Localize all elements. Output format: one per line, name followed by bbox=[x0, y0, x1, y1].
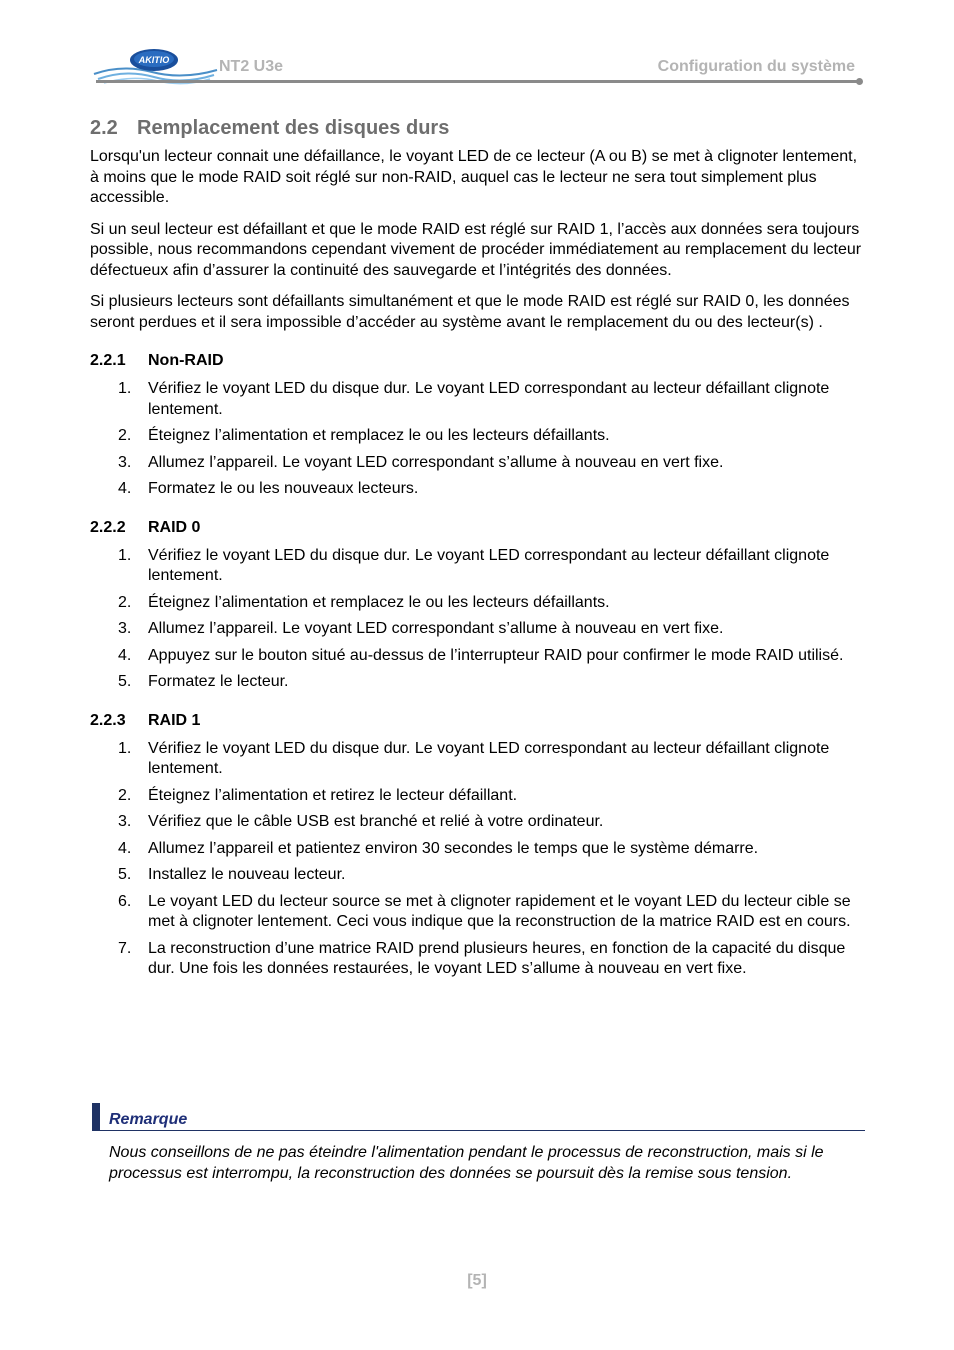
list-item bbox=[90, 865, 870, 886]
list-item bbox=[90, 426, 870, 447]
subsection-heading-raid0 bbox=[90, 518, 870, 538]
step-number: 1. bbox=[118, 380, 132, 397]
step-number: 5. bbox=[118, 673, 132, 690]
page-number: [5] bbox=[467, 1272, 487, 1289]
list-item bbox=[90, 646, 870, 667]
step-number: 1. bbox=[118, 546, 132, 564]
header-chapter: Configuration du système bbox=[657, 58, 855, 75]
step-text: Vérifiez le voyant LED du disque dur. Le voyant LED correspondant au lecteur défaillant clignote lentement. bbox=[148, 739, 830, 777]
note-title: Remarque bbox=[109, 1111, 188, 1128]
step-text: Le voyant LED du lecteur source se met à clignoter rapidement et le voyant LED du lecteur cible se met à clignoter lentement. Ceci vous indique que la reconstruction de la matrice RAID est en cours. bbox=[148, 892, 851, 930]
step-number: 2. bbox=[118, 786, 132, 804]
list-item bbox=[90, 619, 870, 640]
step-list-raid0 bbox=[90, 546, 870, 693]
list-item bbox=[90, 839, 870, 860]
list-item bbox=[90, 546, 870, 587]
step-text: Formatez le lecteur. bbox=[148, 673, 289, 690]
subsection-number: 2.2.3 bbox=[90, 711, 126, 729]
step-text: Vérifiez que le câble USB est branché et relié à votre ordinateur. bbox=[148, 813, 604, 830]
step-list-non-raid bbox=[90, 379, 870, 500]
section-title: Remplacement des disques durs bbox=[137, 117, 450, 139]
section-number: 2.2 bbox=[90, 117, 118, 139]
list-item bbox=[90, 453, 870, 474]
paragraph: Si plusieurs lecteurs sont défaillants simultanément et que le mode RAID est réglé sur RAID 0, les données seront perdues et il sera impossible d’accéder au système avant le remplacement du ou des lecteur(s) . bbox=[90, 293, 850, 331]
subsection-heading-non-raid bbox=[90, 351, 870, 371]
list-item bbox=[90, 892, 870, 933]
step-text: Appuyez sur le bouton situé au-dessus de l’interrupteur RAID pour confirmer le mode RAID utilisé. bbox=[148, 646, 844, 664]
step-text: Vérifiez le voyant LED du disque dur. Le voyant LED correspondant au lecteur défaillant clignote lentement. bbox=[148, 546, 830, 584]
step-number: 6. bbox=[118, 892, 132, 910]
list-item bbox=[90, 672, 870, 693]
step-number: 7. bbox=[118, 939, 132, 957]
list-item bbox=[90, 479, 870, 500]
subsection-title: Non-RAID bbox=[148, 352, 224, 369]
step-number: 2. bbox=[118, 427, 132, 444]
header-rule bbox=[96, 80, 861, 83]
note-text: Nous conseillons de ne pas éteindre l'alimentation pendant le processus de reconstruction, mais si le processus est interrompu, la reconstruction des données se poursuit dès la remise sous tension. bbox=[109, 1144, 824, 1182]
list-item bbox=[90, 939, 870, 980]
list-item bbox=[90, 786, 870, 807]
step-text: Allumez l’appareil et patientez environ 30 secondes le temps que le système démarre. bbox=[148, 839, 759, 857]
header-product: NT2 U3e bbox=[219, 58, 284, 75]
list-item bbox=[90, 739, 870, 780]
step-number: 3. bbox=[118, 453, 132, 471]
step-text: Vérifiez le voyant LED du disque dur. Le voyant LED correspondant au lecteur défaillant clignote lentement. bbox=[148, 380, 830, 418]
section-heading bbox=[90, 116, 870, 140]
subsection-title: RAID 1 bbox=[148, 711, 201, 729]
logo-text: AKITIO bbox=[138, 55, 170, 65]
step-text: Installez le nouveau lecteur. bbox=[148, 866, 346, 883]
step-text: Formatez le ou les nouveaux lecteurs. bbox=[148, 480, 419, 497]
step-text: Allumez l’appareil. Le voyant LED correspondant s’allume à nouveau en vert fixe. bbox=[148, 453, 724, 471]
list-item bbox=[90, 812, 870, 833]
step-text: Éteignez l’alimentation et remplacez le ou les lecteurs défaillants. bbox=[148, 427, 610, 444]
step-number: 3. bbox=[118, 813, 132, 830]
note-divider bbox=[92, 1130, 865, 1131]
step-number: 1. bbox=[118, 739, 132, 757]
subsection-title: RAID 0 bbox=[148, 518, 201, 536]
list-item bbox=[90, 593, 870, 614]
list-item bbox=[90, 379, 870, 420]
step-number: 4. bbox=[118, 839, 132, 857]
paragraph: Lorsqu'un lecteur connait une défaillance, le voyant LED de ce lecteur (A ou B) se met à clignoter lentement, à moins que le mode RAID soit réglé sur non-RAID, auquel cas le lecteur ne sera tout simplement plus accessible. bbox=[90, 148, 858, 206]
step-list-raid1 bbox=[90, 739, 870, 980]
step-text: Allumez l’appareil. Le voyant LED correspondant s’allume à nouveau en vert fixe. bbox=[148, 620, 724, 637]
step-number: 2. bbox=[118, 593, 132, 611]
step-number: 4. bbox=[118, 480, 132, 497]
step-text: Éteignez l’alimentation et retirez le lecteur défaillant. bbox=[148, 786, 518, 804]
step-number: 4. bbox=[118, 646, 132, 664]
main-content bbox=[90, 116, 870, 986]
step-number: 5. bbox=[118, 866, 132, 883]
note-accent-bar bbox=[92, 1103, 100, 1130]
header-rule-end bbox=[856, 78, 863, 85]
step-number: 3. bbox=[118, 620, 132, 637]
subsection-number: 2.2.1 bbox=[90, 352, 126, 369]
step-text: La reconstruction d’une matrice RAID prend plusieurs heures, en fonction de la capacité du disque dur. Une fois les données restaurées, le voyant LED s’allume à nouveau en vert fixe. bbox=[148, 939, 846, 977]
paragraph: Si un seul lecteur est défaillant et que le mode RAID est réglé sur RAID 1, l’accès aux données sera toujours possible, nous recommandons cependant vivement de procéder immédiatement au remplacement du lecteur défectueux afin d’assurer la continuité des sauvegarde et l’intégrités des données. bbox=[90, 220, 862, 279]
step-text: Éteignez l’alimentation et remplacez le ou les lecteurs défaillants. bbox=[148, 593, 610, 611]
subsection-heading-raid1 bbox=[90, 711, 870, 731]
subsection-number: 2.2.2 bbox=[90, 518, 126, 536]
